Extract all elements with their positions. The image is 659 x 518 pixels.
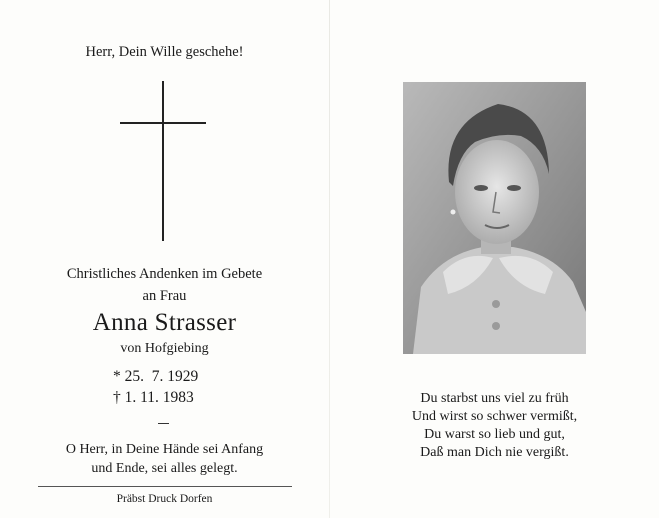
- poem-line: Du starbst uns viel zu früh: [420, 391, 569, 406]
- poem-line: Daß man Dich nie vergißt.: [420, 445, 569, 460]
- to-line: an Frau: [142, 288, 187, 304]
- left-panel: [0, 0, 329, 518]
- poem-line: Du warst so lieb und gut,: [424, 427, 565, 442]
- death-date: † 1. 11. 1983: [113, 389, 194, 406]
- printer-credit: Präbst Druck Dorfen: [116, 493, 213, 505]
- deceased-name: Anna Strasser: [92, 309, 237, 336]
- printer-rule: [38, 486, 292, 487]
- prayer-line: und Ende, sei alles gelegt.: [91, 461, 238, 476]
- header-verse: Herr, Dein Wille geschehe!: [85, 44, 244, 60]
- prayer-line: O Herr, in Deine Hände sei Anfang: [65, 442, 264, 457]
- latin-cross-icon: [120, 81, 206, 241]
- separator-dash: [158, 423, 169, 424]
- birth-date: * 25. 7. 1929: [113, 368, 199, 385]
- poem-line: Und wirst so schwer vermißt,: [411, 409, 578, 424]
- memorial-line: Christliches Andenken im Gebete: [66, 266, 263, 282]
- poem-text: [330, 390, 659, 462]
- prayer-text: [0, 440, 329, 478]
- right-panel: [330, 0, 659, 518]
- origin-line: von Hofgiebing: [120, 341, 209, 356]
- portrait-photo: [403, 82, 586, 354]
